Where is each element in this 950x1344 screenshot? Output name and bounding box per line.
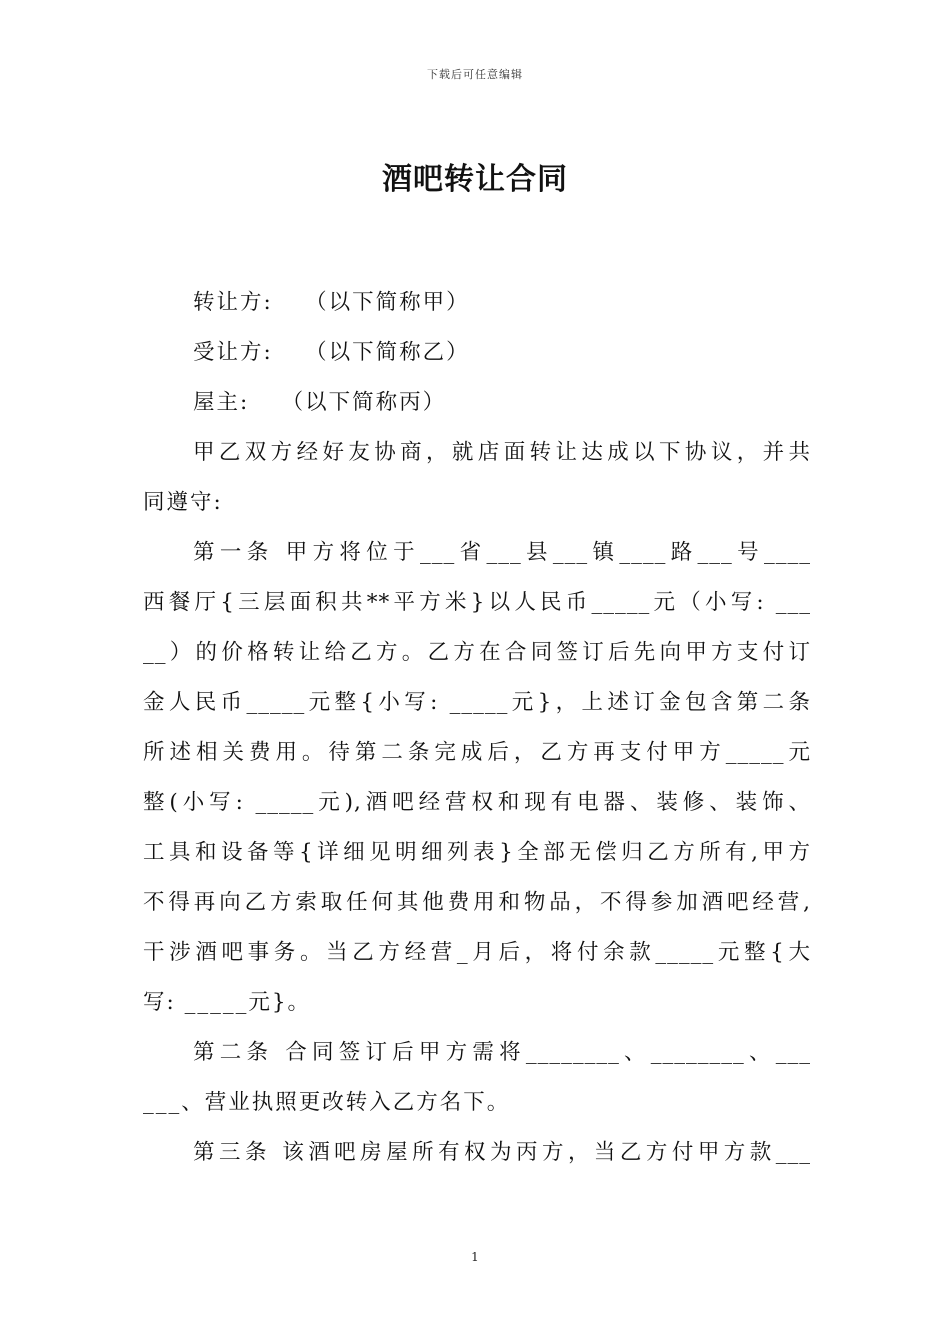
article-one-line: 所述相关费用。待第二条完成后，乙方再支付甲方_____元 [143,740,811,765]
party-transferee-line: 受让方: （以下简称乙） [193,340,470,365]
article-one-line: 整(小写: _____元),酒吧经营权和现有电器、装修、装饰、 [143,790,811,815]
article-one-line: 干涉酒吧事务。当乙方经营_月后，将付余款_____元整{大 [143,940,811,965]
article-two-line: 第二条 合同签订后甲方需将________、________、___ [193,1040,811,1065]
party-transferor-line: 转让方: （以下简称甲） [193,290,470,315]
page-header: 下载后可任意编辑 [427,68,523,81]
article-one-line: 西餐厅{三层面积共**平方米}以人民币_____元（小写: ___ [143,590,811,615]
contract-body [143,278,811,1178]
page-number: 1 [471,1250,479,1264]
intro-paragraph-line: 同遵守: [143,490,223,515]
article-three-line: 第三条 该酒吧房屋所有权为丙方，当乙方付甲方款___ [193,1140,811,1165]
article-one-line: 不得再向乙方索取任何其他费用和物品，不得参加酒吧经营, [143,890,811,915]
article-one-line: 金人民币_____元整{小写: _____元}，上述订金包含第二条 [143,690,811,715]
intro-paragraph-line: 甲乙双方经好友协商，就店面转让达成以下协议，并共 [193,440,811,465]
article-one-line: 工具和设备等{详细见明细列表}全部无偿归乙方所有,甲方 [143,840,811,865]
article-one-line: 写: _____元}。 [143,990,312,1015]
party-owner-line: 屋主: （以下简称丙） [193,390,447,415]
article-two-line: ___、营业执照更改转入乙方名下。 [143,1090,511,1115]
document-title: 酒吧转让合同 [382,162,568,197]
article-one-line: __）的价格转让给乙方。乙方在合同签订后先向甲方支付订 [143,640,811,665]
article-one-line: 第一条 甲方将位于___省___县___镇____路___号____ [193,540,811,565]
